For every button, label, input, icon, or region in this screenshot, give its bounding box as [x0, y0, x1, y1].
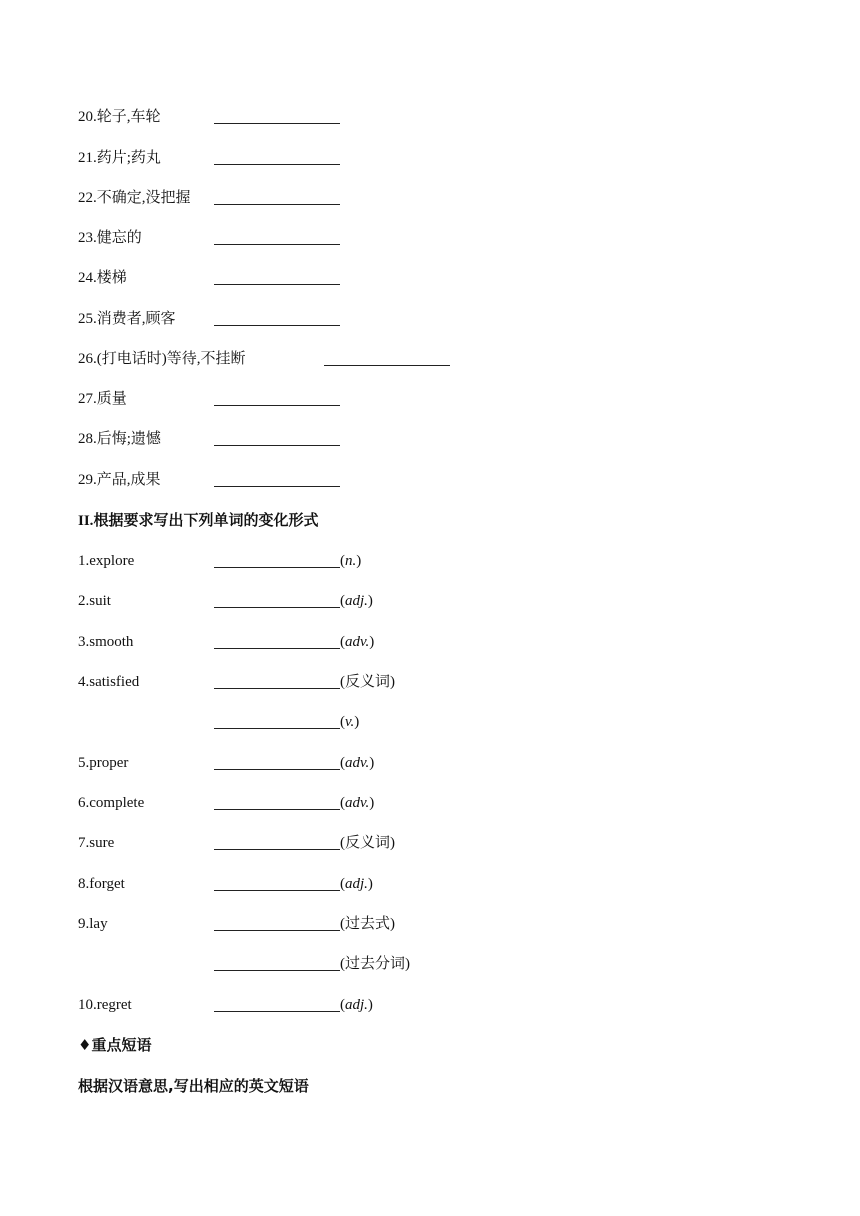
word: 4.satisfied: [78, 674, 140, 690]
vocab-term: 23.健忘的: [78, 230, 142, 246]
vocab-term: 28.后悔;遗憾: [78, 431, 161, 447]
answer-blank[interactable]: [214, 470, 340, 487]
answer-blank[interactable]: [214, 309, 340, 326]
form-hint: (v.): [340, 714, 360, 730]
vocab-term: 29.产品,成果: [78, 472, 161, 488]
answer-blank[interactable]: [214, 148, 340, 165]
section-title: 重点短语: [91, 1036, 152, 1054]
section-heading: [78, 1035, 151, 1055]
vocab-term: 25.消费者,顾客: [78, 311, 176, 327]
answer-blank[interactable]: [324, 349, 450, 366]
form-hint: (adv.): [340, 634, 375, 650]
answer-blank[interactable]: [214, 228, 340, 245]
vocab-term: 22.不确定,没把握: [78, 190, 191, 206]
diamond-bullet-icon: ♦: [78, 1036, 92, 1054]
answer-blank[interactable]: [214, 833, 340, 850]
word: 8.forget: [78, 876, 125, 892]
section-heading: [78, 510, 318, 530]
form-hint: (过去式): [340, 916, 396, 932]
answer-blank[interactable]: [214, 268, 340, 285]
word: 2.suit: [78, 593, 111, 609]
word: 9.lay: [78, 916, 108, 932]
vocab-term: 20.轮子,车轮: [78, 109, 161, 125]
form-hint: (反义词): [340, 835, 396, 851]
vocab-term: 21.药片;药丸: [78, 150, 161, 166]
answer-blank[interactable]: [214, 753, 340, 770]
answer-blank[interactable]: [214, 914, 340, 931]
word: 6.complete: [78, 795, 145, 811]
section-instruction: 根据汉语意思,写出相应的英文短语: [78, 1077, 309, 1095]
form-hint: (adj.): [340, 593, 373, 609]
form-hint: (adv.): [340, 795, 375, 811]
section-title: 根据要求写出下列单词的变化形式: [93, 511, 319, 529]
word: 3.smooth: [78, 634, 134, 650]
answer-blank[interactable]: [214, 874, 340, 891]
answer-blank[interactable]: [214, 389, 340, 406]
answer-blank[interactable]: [214, 107, 340, 124]
answer-blank[interactable]: [214, 632, 340, 649]
form-hint: (adj.): [340, 997, 373, 1013]
form-hint: (adv.): [340, 755, 375, 771]
vocab-term: 24.楼梯: [78, 270, 127, 286]
answer-blank[interactable]: [214, 188, 340, 205]
word: 7.sure: [78, 835, 115, 851]
answer-blank[interactable]: [214, 793, 340, 810]
form-hint: (adj.): [340, 876, 373, 892]
word: 10.regret: [78, 997, 132, 1013]
answer-blank[interactable]: [214, 672, 340, 689]
answer-blank[interactable]: [214, 954, 340, 971]
vocab-term: 26.(打电话时)等待,不挂断: [78, 351, 246, 367]
answer-blank[interactable]: [214, 591, 340, 608]
vocab-term: 27.质量: [78, 391, 127, 407]
answer-blank[interactable]: [214, 429, 340, 446]
word: 1.explore: [78, 553, 135, 569]
answer-blank[interactable]: [214, 551, 340, 568]
form-hint: (n.): [340, 553, 362, 569]
answer-blank[interactable]: [214, 712, 340, 729]
answer-blank[interactable]: [214, 995, 340, 1012]
form-hint: (反义词): [340, 674, 396, 690]
section-number: II.: [78, 513, 94, 529]
form-hint: (过去分词): [340, 956, 411, 972]
word: 5.proper: [78, 755, 129, 771]
